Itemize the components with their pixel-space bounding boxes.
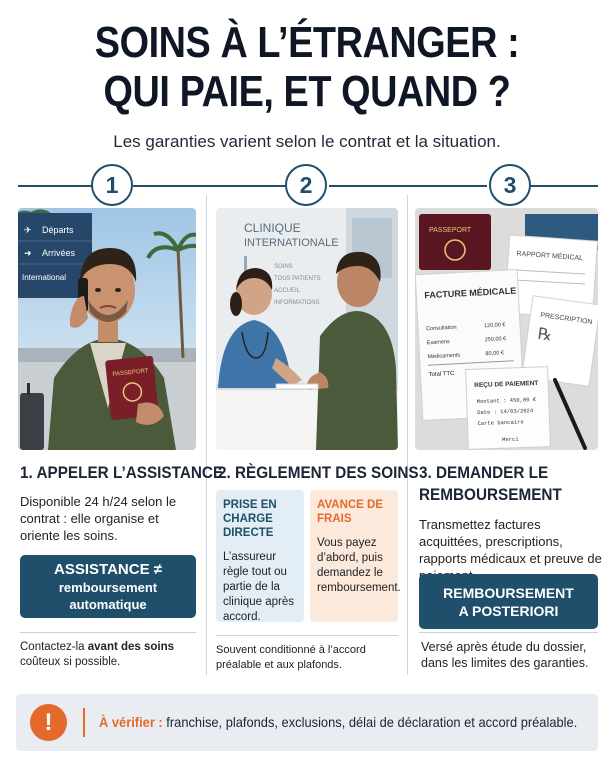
- assistance-button[interactable]: [20, 555, 196, 618]
- box-direct-title: PRISE EN CHARGE DIRECTE: [223, 499, 277, 539]
- clinic-sign-item-2: TOUS PATIENTS: [274, 276, 321, 282]
- box-avance-de-frais: [310, 490, 401, 622]
- assistance-button-line1: ASSISTANCE ≠: [54, 561, 162, 578]
- col3-title-line1: 3. DEMANDER LE: [419, 463, 549, 482]
- passport-label: PASSEPORT: [112, 368, 149, 378]
- col3-note: Versé après étude du dossier, dans les limites des garanties.: [421, 640, 589, 670]
- facture-row-1-label: Consultation: [425, 324, 457, 333]
- facture-row-2-label: Examens: [426, 339, 450, 347]
- doc-facture-title: FACTURE MÉDICALE: [424, 285, 517, 301]
- col1-note-post: coûteux si possible.: [20, 656, 121, 668]
- traveler-illustration: [18, 208, 196, 450]
- step-1-badge: 1: [91, 164, 133, 206]
- alert-text: [99, 714, 577, 730]
- box-avance-text: Vous payez d’abord, puis demandez le remboursement.: [317, 537, 401, 594]
- column-divider-1: [206, 195, 207, 675]
- clinic-illustration: [216, 208, 398, 450]
- doc-rx-symbol: ℞: [536, 325, 554, 345]
- step-line-2-3: [329, 185, 487, 187]
- clinic-sign-line2: INTERNATIONALE: [244, 237, 339, 249]
- col3-title-line2: REMBOURSEMENT: [419, 485, 562, 504]
- col1-text: Disponible 24 h/24 selon le contrat : elle organise et oriente les soins.: [20, 494, 177, 543]
- sign-arrivees: Arrivées: [42, 248, 76, 258]
- col1-note: [20, 640, 196, 670]
- title-line-2: QUI PAIE, ET QUAND ?: [103, 67, 511, 116]
- sign-international: International: [22, 273, 67, 282]
- col3-text: Transmettez factures acquittées, prescriptions, rapports médicaux et preuve de: [419, 517, 602, 566]
- facture-row-4-label: Total TTC: [428, 370, 455, 379]
- box-avance-title: AVANCE DE FRAIS: [317, 499, 384, 525]
- photo-clinic-desk: [216, 208, 398, 450]
- facture-row-3-value: 80,00 €: [485, 350, 504, 358]
- step-line-left: [18, 185, 93, 187]
- doc-recu-merci: Merci: [501, 435, 519, 444]
- col1-divider: [20, 632, 196, 633]
- alert-body: franchise, plafonds, exclusions, délai de déclaration et accord préalable.: [162, 714, 578, 730]
- facture-row-3-label: Médicaments: [427, 352, 461, 361]
- page-title: [43, 18, 571, 116]
- col2-title: 2. RÈGLEMENT DES SOINS: [218, 463, 419, 482]
- col1-title: 1. APPELER L’ASSISTANCE: [20, 463, 224, 482]
- photo-traveler-phone: [18, 208, 196, 450]
- col3-title: [419, 462, 562, 506]
- box-prise-en-charge-directe: [216, 490, 304, 622]
- verification-alert: [16, 694, 598, 751]
- sign-departs: Départs: [42, 225, 74, 235]
- doc-recu-carte: Carte bancaire: [477, 418, 524, 428]
- col2-note: Souvent conditionné à l’accord préalable et aux plafonds.: [216, 644, 366, 671]
- subtitle: Les garanties varient selon le contrat et la situation.: [113, 132, 501, 151]
- column-divider-2: [407, 195, 408, 675]
- facture-row-2-value: 250,00 €: [484, 336, 507, 344]
- documents-illustration: [415, 208, 598, 450]
- warning-icon: !: [30, 704, 67, 741]
- svg-text:➜: ➜: [24, 248, 32, 258]
- doc-passport-label: PASSEPORT: [429, 227, 472, 234]
- remboursement-button-line1: REMBOURSEMENT: [443, 584, 574, 601]
- doc-recu-montant: Montant : 450,00 €: [476, 396, 537, 406]
- step-line-right: [531, 185, 598, 187]
- col1-note-pre: Contactez-la: [20, 641, 88, 653]
- step-line-1-2: [133, 185, 285, 187]
- assistance-button-line2: remboursement automatique: [58, 580, 158, 612]
- box-direct-text: L’assureur règle tout ou partie de la clinique après accord.: [223, 551, 294, 623]
- alert-separator: [83, 708, 85, 737]
- alert-label: À vérifier :: [99, 714, 163, 730]
- clinic-sign-line1: CLINIQUE: [244, 221, 301, 235]
- col2-divider: [216, 635, 398, 636]
- step-2-badge: 2: [285, 164, 327, 206]
- step-3-badge: 3: [489, 164, 531, 206]
- col3-divider: [419, 632, 598, 633]
- clinic-sign-item-1: SOINS: [274, 264, 293, 270]
- clinic-sign-item-4: INFORMATIONS: [274, 300, 320, 306]
- doc-recu-date: Date : 14/03/2024: [477, 407, 534, 417]
- col1-note-bold: avant des soins: [87, 641, 175, 653]
- doc-recu-title: REÇU DE PAIEMENT: [474, 379, 539, 390]
- photo-documents: [415, 208, 598, 450]
- remboursement-button[interactable]: [419, 574, 598, 629]
- svg-text:✈: ✈: [24, 225, 32, 235]
- doc-prescription-label: PRESCRIPTION: [539, 311, 593, 327]
- facture-row-1-value: 120,00 €: [483, 322, 506, 330]
- doc-rapport-label: RAPPORT MÉDICAL: [516, 250, 584, 263]
- title-line-1: SOINS À L’ÉTRANGER :: [94, 18, 520, 67]
- remboursement-button-line2: A POSTERIORI: [458, 602, 559, 619]
- clinic-sign-item-3: ACCUEIL: [274, 288, 301, 294]
